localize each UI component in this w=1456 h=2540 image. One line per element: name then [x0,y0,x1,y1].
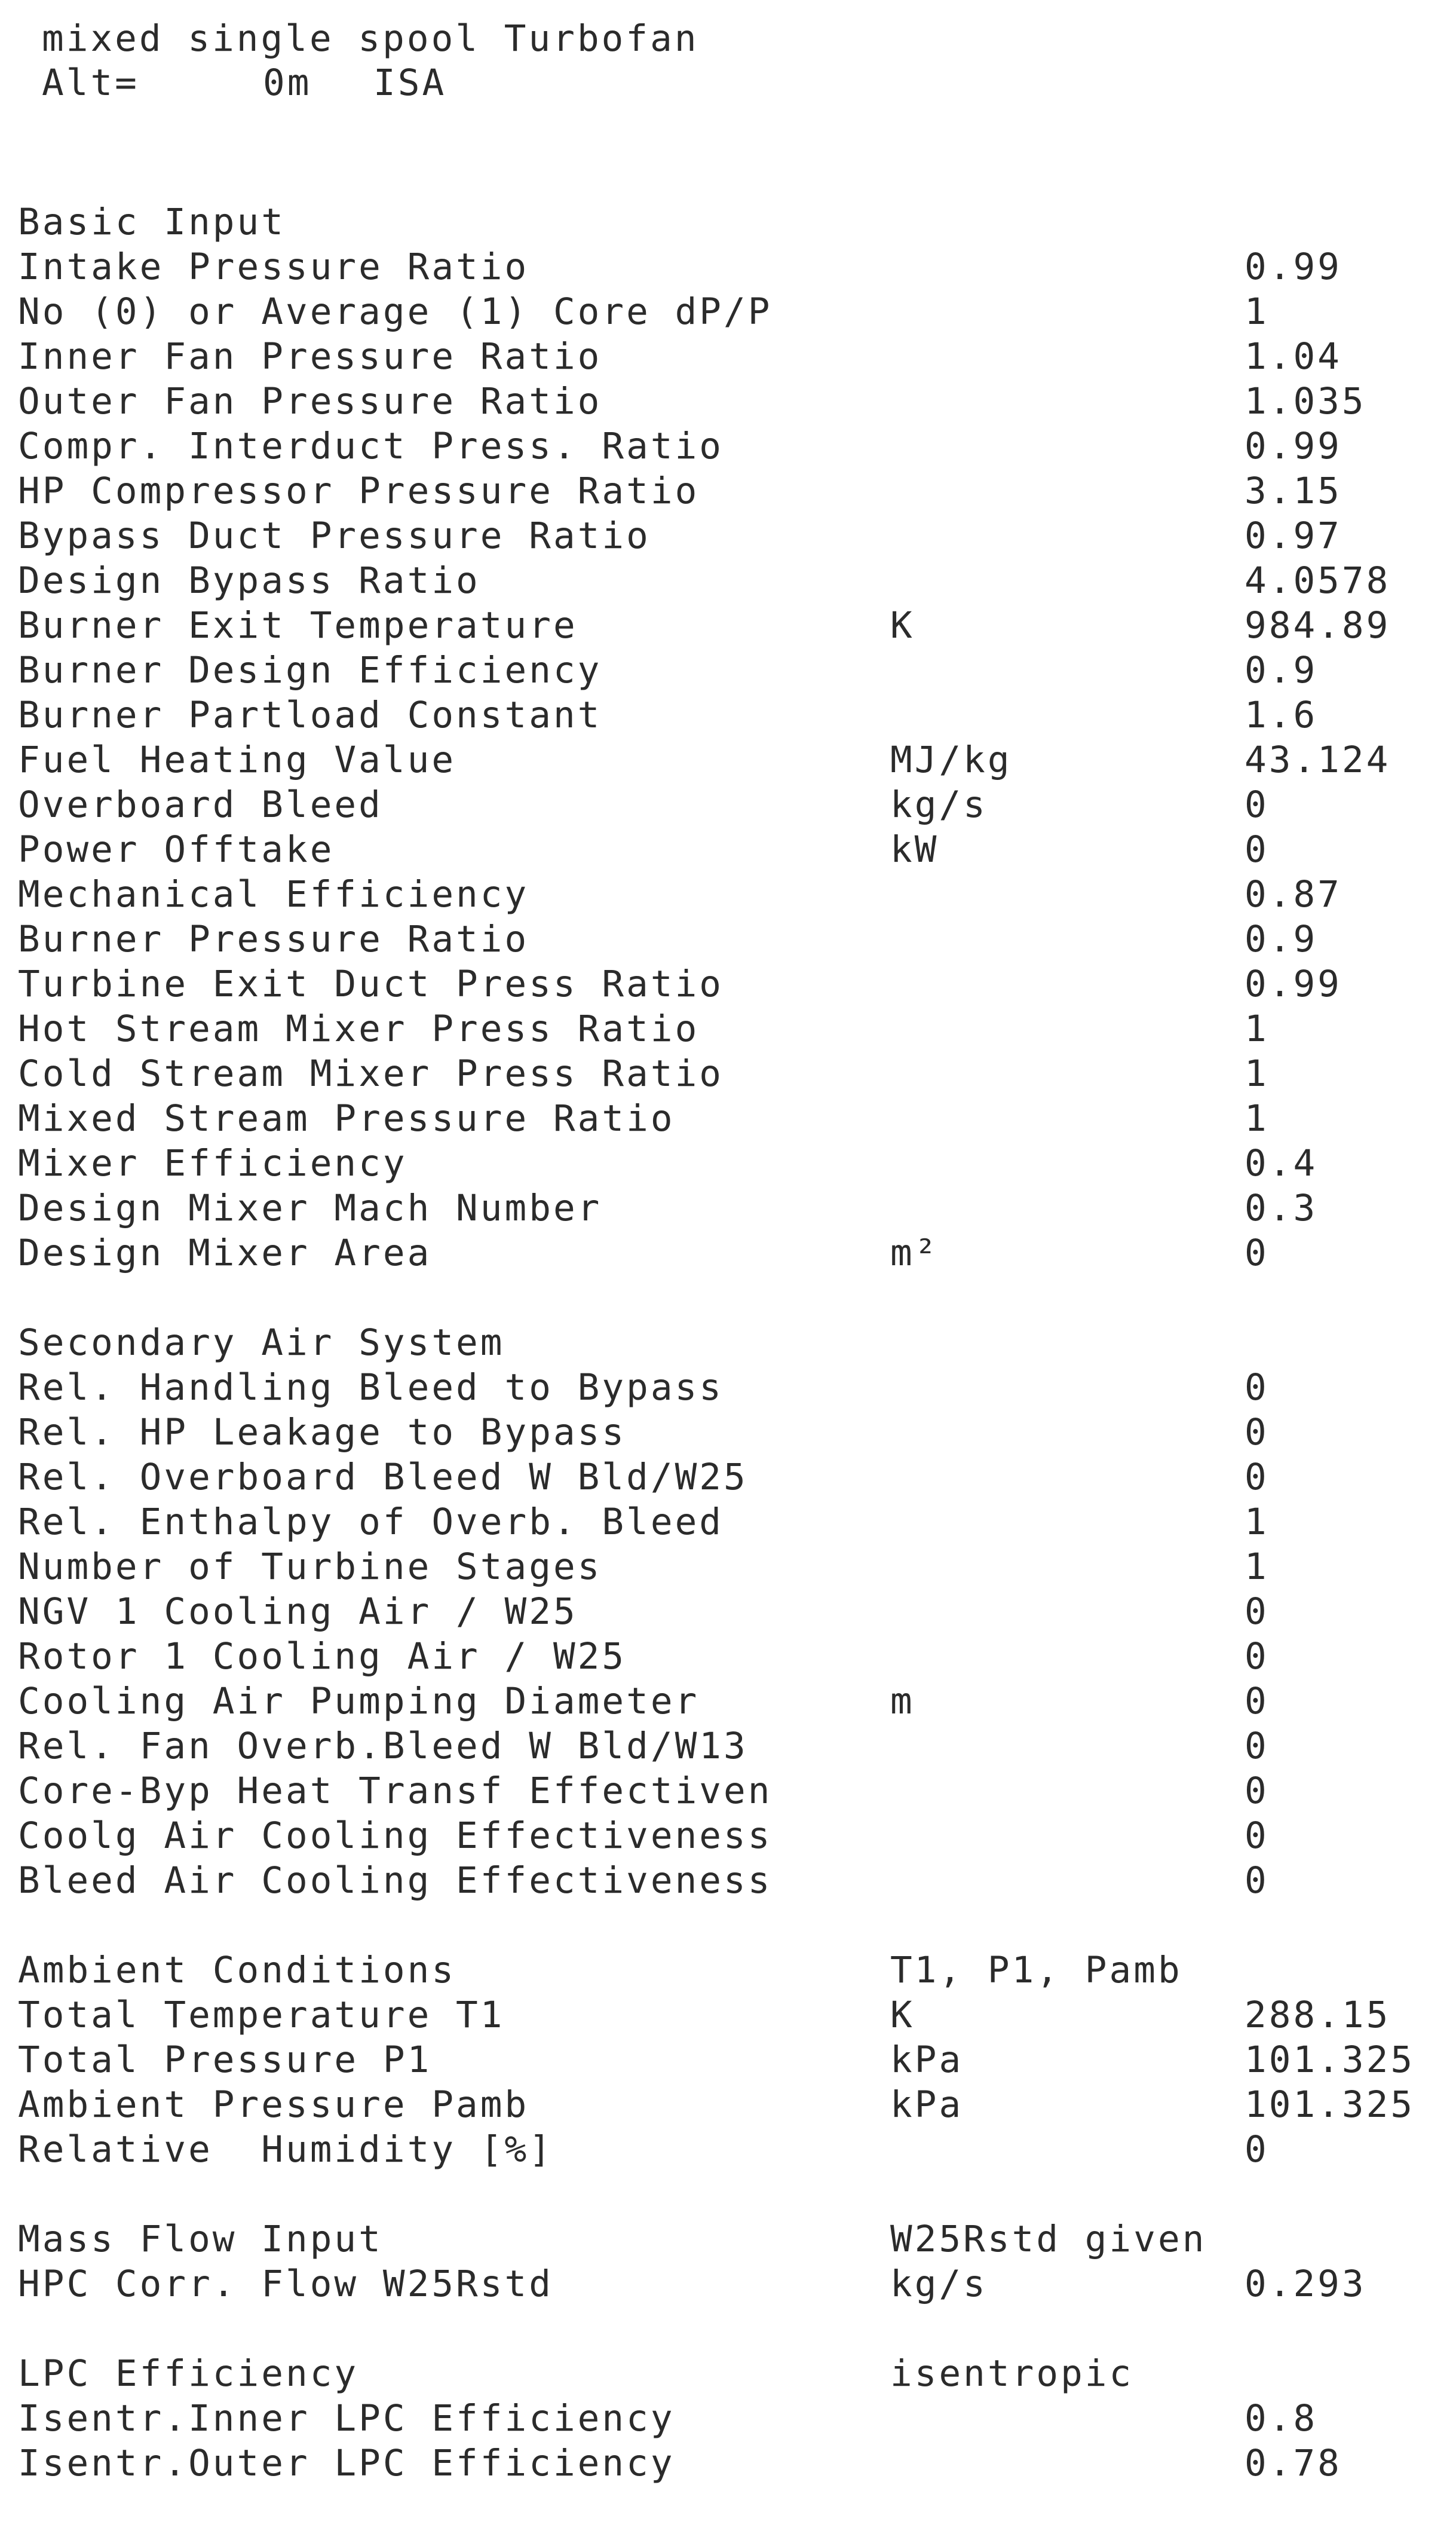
parameter-value: 0 [1245,1635,1269,1678]
parameter-label: Coolg Air Cooling Effectiveness [18,1814,773,1857]
parameter-label: Power Offtake [18,828,335,871]
parameter-value: 0 [1245,1411,1269,1453]
parameter-value: 1 [1245,1052,1269,1095]
parameter-value: 0.4 [1245,1142,1318,1185]
parameter-unit: K [890,1994,915,2036]
parameter-unit: kg/s [890,784,988,826]
parameter-value: 0 [1245,828,1269,871]
parameter-label: Core-Byp Heat Transf Effectiven [18,1770,773,1812]
parameter-label: Design Mixer Mach Number [18,1187,602,1229]
parameter-label: Burner Pressure Ratio [18,918,529,960]
parameter-unit: MJ/kg [890,739,1012,781]
parameter-value: 0.8 [1245,2397,1318,2440]
parameter-value: 4.0578 [1245,559,1391,602]
parameter-value: 0.9 [1245,918,1318,960]
parameter-label: Compr. Interduct Press. Ratio [18,425,724,467]
parameter-label: Design Bypass Ratio [18,559,480,602]
parameter-value: 0 [1245,1814,1269,1857]
parameter-label: Total Temperature T1 [18,1994,505,2036]
parameter-value: 0.9 [1245,649,1318,691]
parameter-label: Burner Exit Temperature [18,604,578,647]
parameter-value: 0.293 [1245,2263,1366,2305]
parameter-label: Bleed Air Cooling Effectiveness [18,1859,773,1902]
parameter-label: Rel. Fan Overb.Bleed W Bld/W13 [18,1725,748,1767]
parameter-value: 0.99 [1245,425,1342,467]
parameter-label: Fuel Heating Value [18,739,456,781]
parameter-value: 0 [1245,1456,1269,1498]
parameter-value: 0 [1245,1770,1269,1812]
parameter-label: Rel. HP Leakage to Bypass [18,1411,627,1453]
parameter-label: Turbine Exit Duct Press Ratio [18,963,724,1005]
parameter-label: HPC Corr. Flow W25Rstd [18,2263,553,2305]
parameter-label: Rel. Overboard Bleed W Bld/W25 [18,1456,748,1498]
parameter-value: 0 [1245,1232,1269,1274]
header-altitude-line [0,61,447,105]
parameter-value: 0.99 [1245,963,1342,1005]
parameter-label: Number of Turbine Stages [18,1546,602,1588]
section-note: isentropic [890,2352,1134,2395]
parameter-unit: kW [890,828,939,871]
parameter-value: 3.15 [1245,470,1342,512]
parameter-value: 288.15 [1245,1994,1391,2036]
parameter-value: 1 [1245,1008,1269,1050]
parameter-value: 1 [1245,290,1269,333]
parameter-label: NGV 1 Cooling Air / W25 [18,1590,578,1633]
parameter-value: 101.325 [1245,2039,1415,2081]
parameter-label: Burner Design Efficiency [18,649,602,691]
parameter-label: Relative Humidity [%] [18,2128,553,2171]
engine-title: mixed single spool Turbofan [42,17,699,60]
parameter-label: Total Pressure P1 [18,2039,432,2081]
parameter-label: Burner Partload Constant [18,694,602,736]
parameter-value: 1.6 [1245,694,1318,736]
parameter-label: Cooling Air Pumping Diameter [18,1680,700,1722]
parameter-value: 1 [1245,1097,1269,1140]
parameter-label: Inner Fan Pressure Ratio [18,335,602,378]
section-title: Secondary Air System [18,1321,505,1364]
altitude-label: Alt= [42,62,139,104]
section-title: Mass Flow Input [18,2218,383,2260]
parameter-label: HP Compressor Pressure Ratio [18,470,700,512]
parameter-label: Cold Stream Mixer Press Ratio [18,1052,724,1095]
parameter-value: 43.124 [1245,739,1391,781]
altitude-value: 0m [263,62,312,104]
parameter-value: 1.035 [1245,380,1366,423]
parameter-value: 101.325 [1245,2083,1415,2126]
parameter-label: Mechanical Efficiency [18,873,529,916]
atmosphere-model: ISA [373,62,447,104]
parameter-value: 0.97 [1245,515,1342,557]
parameter-value: 0 [1245,2128,1269,2171]
section-title: LPC Efficiency [18,2352,359,2395]
parameter-value: 0.99 [1245,246,1342,288]
parameter-value: 0 [1245,1680,1269,1722]
section-note: T1, P1, Pamb [890,1949,1182,1991]
parameter-unit: kPa [890,2039,964,2081]
parameter-value: 1.04 [1245,335,1342,378]
parameter-value: 984.89 [1245,604,1391,647]
parameter-unit: kg/s [890,2263,988,2305]
parameter-label: Design Mixer Area [18,1232,432,1274]
parameter-unit: m² [890,1232,939,1274]
parameter-label: Intake Pressure Ratio [18,246,529,288]
parameter-label: Mixed Stream Pressure Ratio [18,1097,675,1140]
parameter-unit: kPa [890,2083,964,2126]
parameter-label: Rotor 1 Cooling Air / W25 [18,1635,627,1678]
parameter-value: 0 [1245,784,1269,826]
parameter-value: 0.78 [1245,2442,1342,2484]
parameter-unit: K [890,604,915,647]
section-note: W25Rstd given [890,2218,1207,2260]
parameter-value: 0.87 [1245,873,1342,916]
parameter-label: Isentr.Inner LPC Efficiency [18,2397,675,2440]
parameter-label: Bypass Duct Pressure Ratio [18,515,651,557]
parameter-label: Ambient Pressure Pamb [18,2083,529,2126]
header-title-line [0,17,699,61]
parameter-unit: m [890,1680,915,1722]
section-title: Ambient Conditions [18,1949,456,1991]
parameter-value: 1 [1245,1501,1269,1543]
parameter-label: Overboard Bleed [18,784,383,826]
parameter-value: 0 [1245,1725,1269,1767]
parameter-label: Outer Fan Pressure Ratio [18,380,602,423]
parameter-value: 0 [1245,1366,1269,1409]
parameter-value: 0 [1245,1590,1269,1633]
section-title: Basic Input [18,201,286,243]
parameter-label: Rel. Enthalpy of Overb. Bleed [18,1501,724,1543]
parameter-label: Hot Stream Mixer Press Ratio [18,1008,700,1050]
parameter-label: Isentr.Outer LPC Efficiency [18,2442,675,2484]
parameter-value: 1 [1245,1546,1269,1588]
parameter-label: Rel. Handling Bleed to Bypass [18,1366,724,1409]
parameter-value: 0 [1245,1859,1269,1902]
parameter-value: 0.3 [1245,1187,1318,1229]
parameter-label: No (0) or Average (1) Core dP/P [18,290,773,333]
parameter-label: Mixer Efficiency [18,1142,407,1185]
